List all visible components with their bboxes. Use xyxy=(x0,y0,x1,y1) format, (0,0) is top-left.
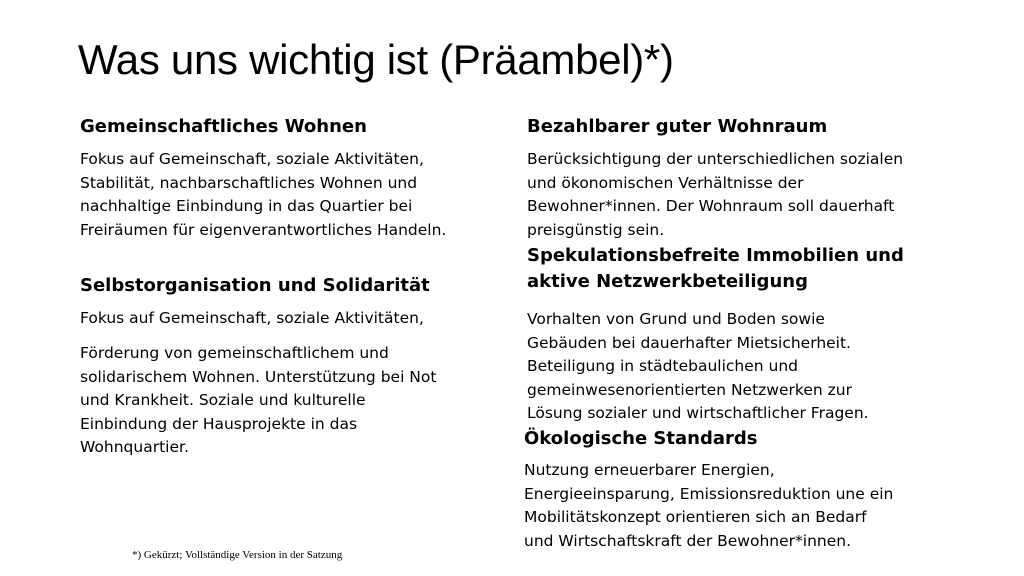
text-spekulationsbefreite-immobilien: Vorhalten von Grund und Boden sowie Gebäuden bei dauerhafter Mietsicherheit. Beteiligung in städtebaulichen und gemeinwesenorientierten Netzwerken zur Lösung sozialer und wirtschaftlicher Fragen. xyxy=(527,310,869,422)
text-gemeinschaftliches-wohnen: Fokus auf Gemeinschaft, soziale Aktivitäten, Stabilität, nachbarschaftliches Wohnen und nachhaltige Einbindung in das Quartier bei Freiräumen für eigenverantwortliches Handeln. xyxy=(80,150,447,239)
heading-bezahlbarer-wohnraum: Bezahlbarer guter Wohnraum xyxy=(527,116,828,137)
heading-gemeinschaftliches-wohnen: Gemeinschaftliches Wohnen xyxy=(80,116,367,137)
footnote: *) Gekürzt; Vollständige Version in der Satzung xyxy=(132,549,343,561)
text-selbstorganisation: Förderung von gemeinschaftlichem und solidarischem Wohnen. Unterstützung bei Not und Krankheit. Soziale und kulturelle Einbindung der Hausprojekte in das Wohnquartier. xyxy=(80,344,437,456)
heading-selbstorganisation: Selbstorganisation und Solidarität xyxy=(80,275,430,296)
text-oekologische-standards: Nutzung erneuerbarer Energien, Energieeinsparung, Emissionsreduktion une ein Mobilitätskonzept orientieren sich an Bedarf und Wirtschaftskraft der Bewohner*innen. xyxy=(524,461,894,550)
text-selbstorganisation-intro: Fokus auf Gemeinschaft, soziale Aktivitäten, xyxy=(80,309,424,327)
heading-spekulationsbefreite-immobilien: Spekulationsbefreite Immobilien und aktive Netzwerkbeteiligung xyxy=(527,245,904,292)
text-bezahlbarer-wohnraum: Berücksichtigung der unterschiedlichen sozialen und ökonomischen Verhältnisse der Bewohner*innen. Der Wohnraum soll dauerhaft preisgünstig sein. xyxy=(527,150,904,239)
heading-oekologische-standards: Ökologische Standards xyxy=(524,428,758,449)
slide-title: Was uns wichtig ist (Präambel)*) xyxy=(78,36,674,83)
